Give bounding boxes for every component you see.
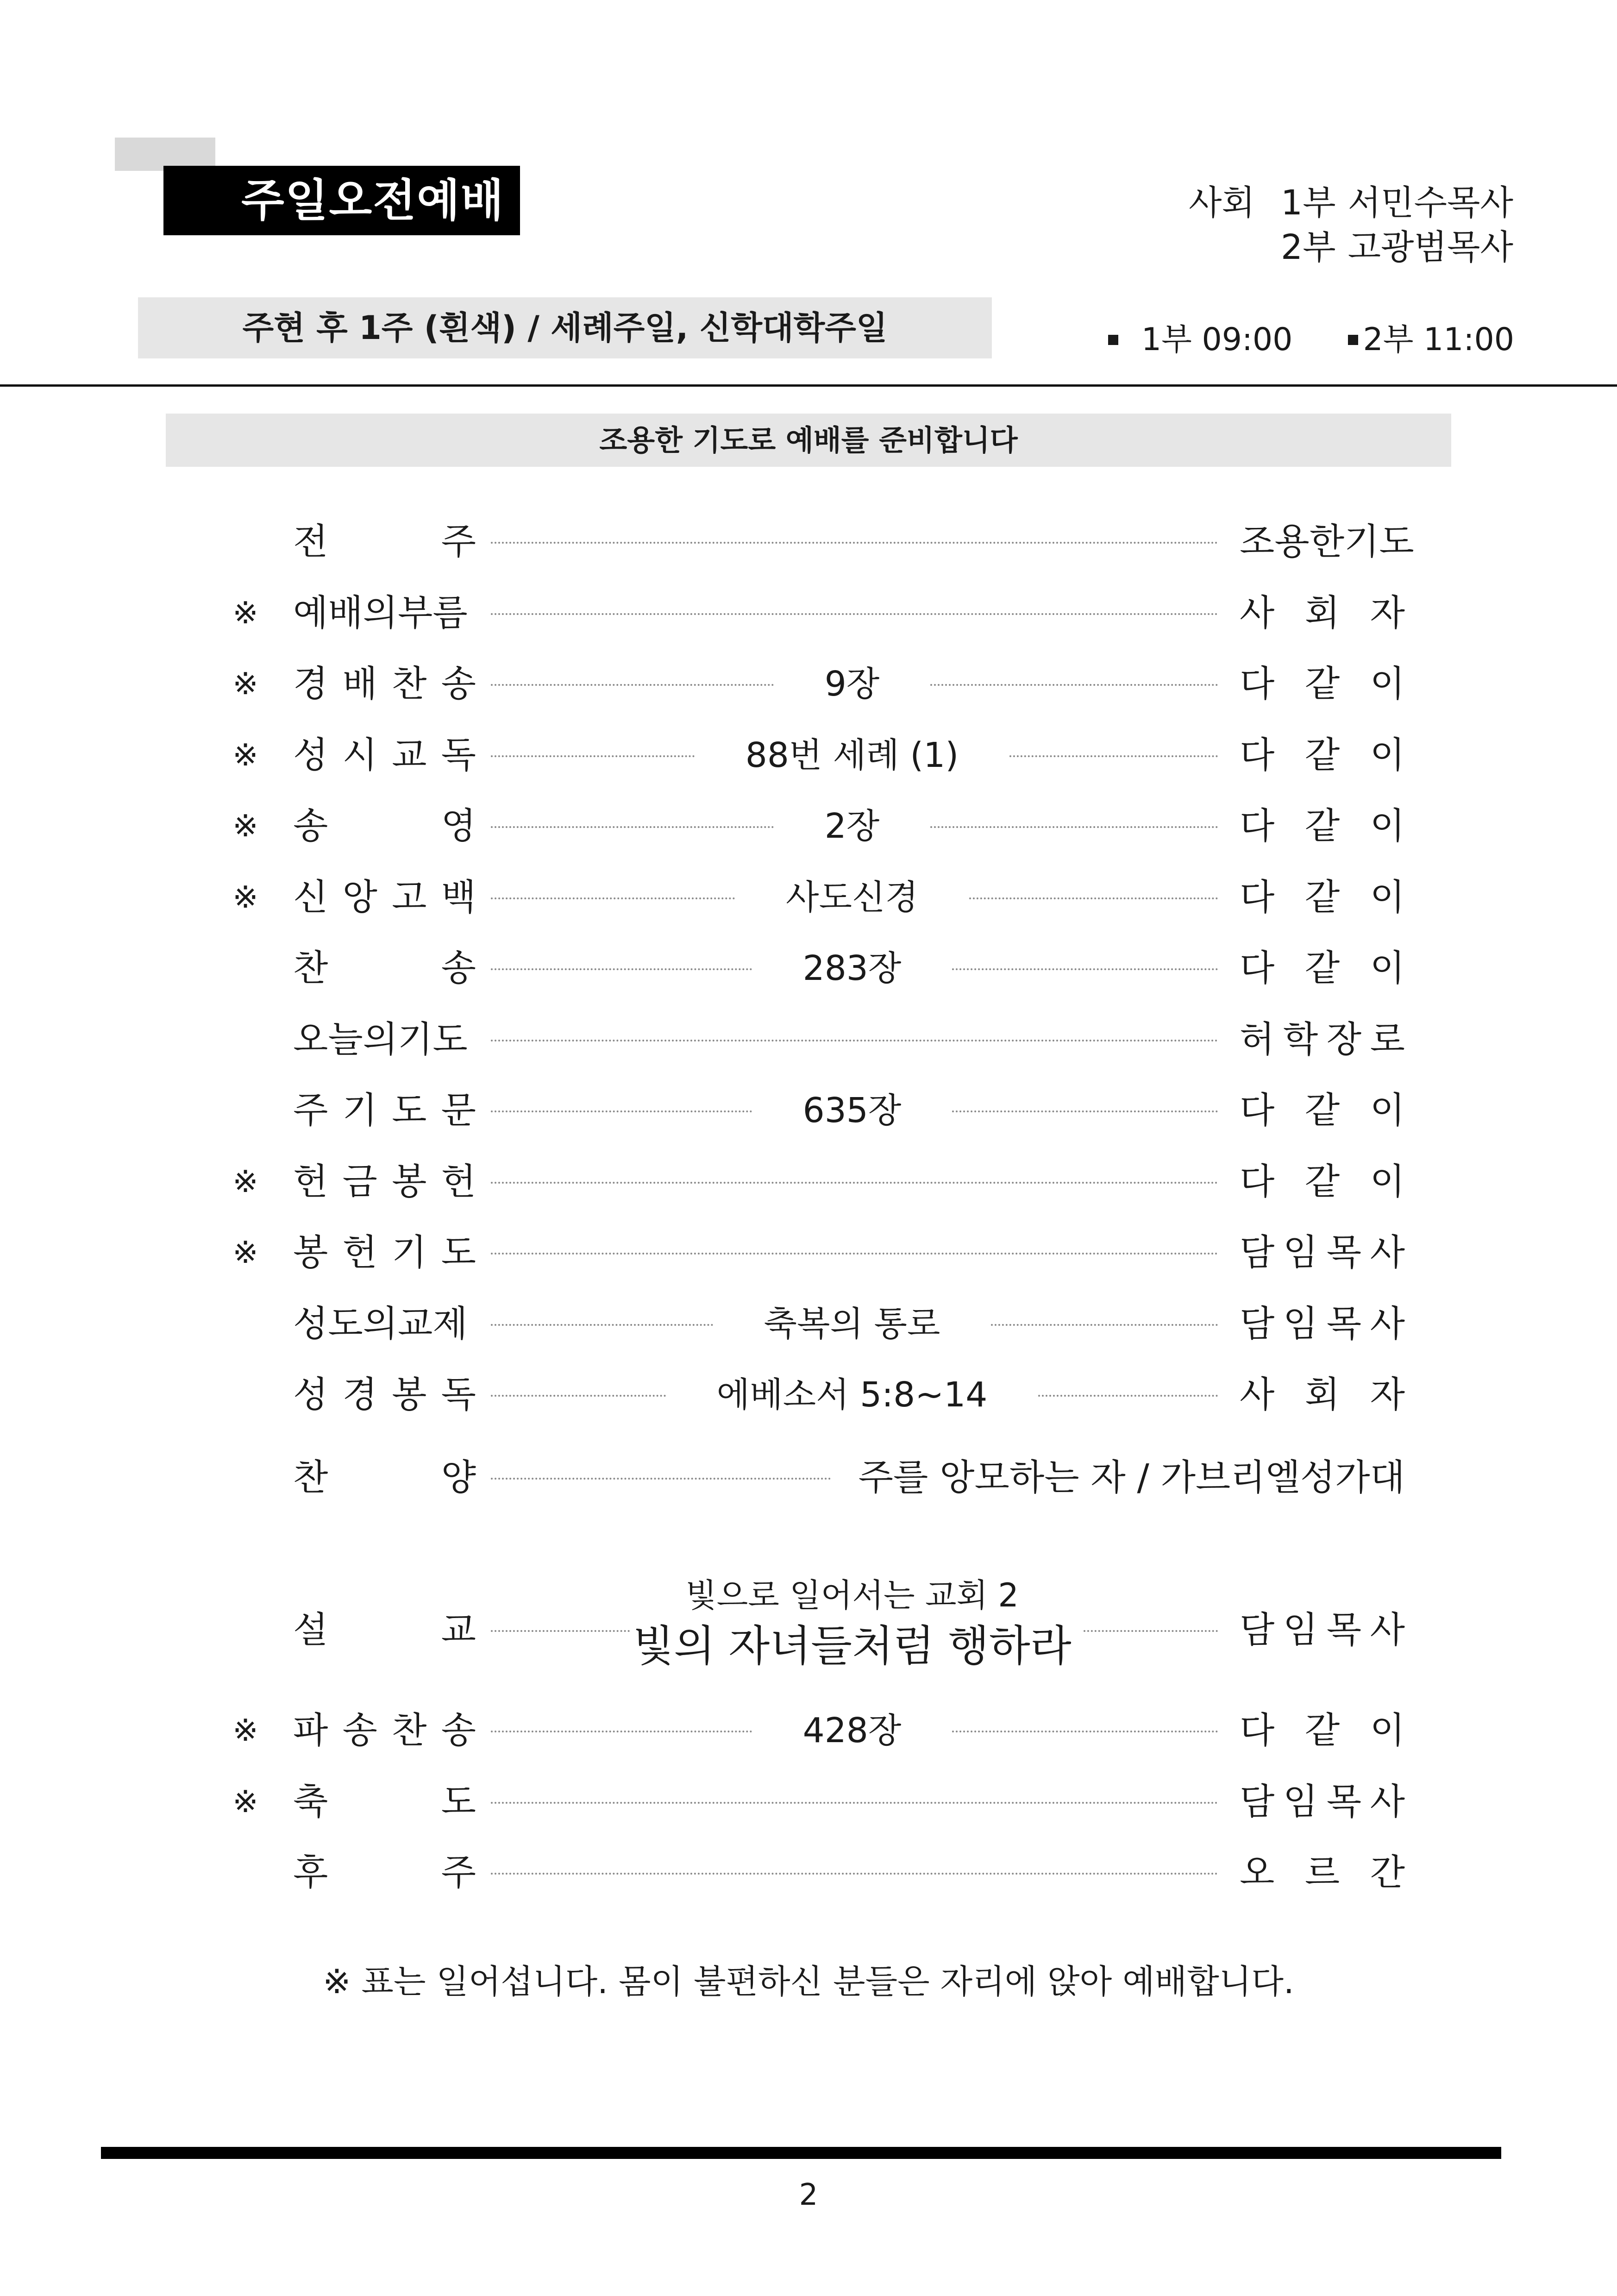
item-leader xyxy=(1240,514,1414,570)
standing-mark: ※ xyxy=(232,666,258,702)
item-name-char: 도 xyxy=(441,1781,476,1823)
item-name xyxy=(293,728,476,783)
item-leader-char: 사 xyxy=(1370,1609,1405,1651)
item-leader xyxy=(1240,1703,1405,1758)
leader-part: 1부 xyxy=(1281,183,1336,223)
time-value: 09:00 xyxy=(1202,321,1293,358)
item-name xyxy=(293,656,476,712)
item-leader xyxy=(1240,941,1405,996)
item-content: 에베소서 5:8~14 xyxy=(716,1375,988,1415)
item-leader-char: 다 xyxy=(1240,663,1275,705)
item-name-char: 설 xyxy=(293,1609,328,1651)
standing-mark: ※ xyxy=(232,1784,258,1819)
service-times xyxy=(1108,317,1514,363)
item-content: 9장 xyxy=(824,664,880,704)
item-content: 88번 세례 (1) xyxy=(745,735,959,775)
item-name-char: 주 xyxy=(441,521,476,563)
item-leader-char: 다 xyxy=(1240,947,1275,989)
item-leader-char: 회 xyxy=(1304,1374,1340,1416)
dotted-leader-line xyxy=(491,1110,752,1112)
item-name-char: 파 xyxy=(293,1710,328,1751)
item-leader-char: 다 xyxy=(1240,734,1275,776)
item-leader-char: 이 xyxy=(1370,663,1405,705)
dotted-leader-line xyxy=(952,1731,1218,1732)
service-leaders xyxy=(1097,181,1513,270)
liturgical-subtitle: 주현 후 1주 (흰색) / 세례주일, 신학대학주일 xyxy=(138,297,992,358)
item-name-char: 봉 xyxy=(293,1232,328,1273)
item-leader xyxy=(1240,1602,1405,1658)
item-name-char: 성 xyxy=(293,734,328,776)
item-leader-char: 이 xyxy=(1370,1090,1405,1131)
item-leader xyxy=(1240,1845,1405,1901)
item-name-char: 봉 xyxy=(392,1374,427,1416)
item-leader-char: 같 xyxy=(1304,663,1340,705)
dotted-leader-line xyxy=(491,755,695,757)
worship-item xyxy=(0,728,1617,783)
time-part: 1부 xyxy=(1141,321,1192,358)
item-leader-char: 이 xyxy=(1370,734,1405,776)
item-name xyxy=(293,870,476,925)
worship-item xyxy=(0,870,1617,925)
item-name-char: 헌 xyxy=(293,1161,328,1203)
worship-item xyxy=(0,1154,1617,1210)
item-name-char: 독 xyxy=(441,734,476,776)
item-name-char: 독 xyxy=(441,1374,476,1416)
item-leader-char: 임 xyxy=(1283,1232,1318,1273)
item-name-char: 봉 xyxy=(392,1161,427,1203)
item-name-char: 고 xyxy=(392,877,427,918)
item-name xyxy=(293,1296,476,1352)
item-leader xyxy=(1240,870,1405,925)
dotted-leader-line xyxy=(491,1040,1218,1041)
item-name-char: 양 xyxy=(441,1457,476,1499)
dotted-leader-line xyxy=(1038,1395,1218,1397)
item-leader-char: 담 xyxy=(1240,1232,1275,1273)
sermon-title: 빛의 자녀들처럼 행하라 xyxy=(633,1621,1072,1671)
item-leader xyxy=(1240,1296,1405,1352)
dotted-leader-line xyxy=(491,968,752,970)
square-bullet-icon xyxy=(1348,335,1358,345)
dotted-leader-line xyxy=(491,1731,752,1732)
item-name-char: 문 xyxy=(441,1090,476,1131)
item-leader-char: 이 xyxy=(1370,1710,1405,1751)
item-content: 2장 xyxy=(824,806,880,846)
item-leader-char: 같 xyxy=(1304,1161,1340,1203)
item-leader-char: 이 xyxy=(1370,805,1405,847)
standing-mark: ※ xyxy=(232,1164,258,1199)
item-name-char: 찬 xyxy=(293,947,328,989)
dotted-leader-line xyxy=(491,1182,1218,1184)
item-content: 635장 xyxy=(802,1091,902,1130)
item-leader xyxy=(1240,728,1405,783)
item-leader-char: 다 xyxy=(1240,1161,1275,1203)
leader-row-1 xyxy=(1097,181,1513,225)
item-name-char: 오늘의기도 xyxy=(293,1019,468,1060)
item-name xyxy=(293,798,476,854)
dotted-leader-line xyxy=(491,897,735,899)
standing-mark: ※ xyxy=(232,737,258,773)
worship-item xyxy=(0,1225,1617,1280)
time-value: 11:00 xyxy=(1423,321,1514,358)
standing-mark: ※ xyxy=(232,595,258,631)
item-name-char: 찬 xyxy=(392,663,427,705)
dotted-leader-line xyxy=(491,1395,666,1397)
worship-item xyxy=(0,514,1617,570)
leader-part: 2부 xyxy=(1281,227,1336,267)
dotted-leader-line xyxy=(491,613,1218,615)
item-leader-char: 장 xyxy=(1326,1019,1362,1060)
item-leader-char: 담 xyxy=(1240,1781,1275,1823)
item-name-char: 경 xyxy=(342,1374,377,1416)
worship-item xyxy=(0,941,1617,996)
item-name xyxy=(293,1012,476,1067)
item-leader xyxy=(1240,656,1405,712)
time-part: 2부 xyxy=(1363,321,1414,358)
dotted-leader-line xyxy=(491,1324,713,1326)
item-name xyxy=(293,514,476,570)
item-content: 283장 xyxy=(802,948,902,988)
item-name xyxy=(293,585,476,641)
standing-note: ※ 표는 일어섭니다. 몸이 불편하신 분들은 자리에 앉아 예배합니다. xyxy=(323,1962,1294,2001)
item-leader-char: 같 xyxy=(1304,734,1340,776)
item-name-char: 금 xyxy=(342,1161,377,1203)
item-name-char: 주 xyxy=(441,1852,476,1894)
footer-divider xyxy=(101,2147,1501,2159)
item-name-char: 교 xyxy=(441,1609,476,1651)
item-name-char: 헌 xyxy=(441,1161,476,1203)
item-name-char: 찬 xyxy=(392,1710,427,1751)
standing-mark: ※ xyxy=(232,808,258,844)
item-name-char: 성 xyxy=(293,1374,328,1416)
item-name xyxy=(293,1154,476,1210)
item-name-char: 경 xyxy=(293,663,328,705)
item-leader-char: 다 xyxy=(1240,805,1275,847)
item-leader-char: 학 xyxy=(1283,1019,1318,1060)
worship-item xyxy=(0,1296,1617,1352)
item-leader-char: 조용한기도 xyxy=(1240,521,1414,563)
item-leader-char: 임 xyxy=(1283,1303,1318,1345)
item-leader-char: 사 xyxy=(1370,1781,1405,1823)
item-name xyxy=(293,1225,476,1280)
dotted-leader-line xyxy=(969,897,1218,899)
item-leader-char: 사 xyxy=(1370,1232,1405,1273)
item-name-char: 예배의부름 xyxy=(293,592,468,634)
dotted-leader-line xyxy=(491,542,1218,544)
worship-item xyxy=(0,1367,1617,1423)
dotted-leader-line xyxy=(952,968,1218,970)
item-name-char: 영 xyxy=(441,805,476,847)
item-leader xyxy=(1240,1367,1405,1423)
dotted-leader-line xyxy=(952,1110,1218,1112)
item-leader-char: 같 xyxy=(1304,805,1340,847)
square-bullet-icon xyxy=(1108,335,1118,345)
item-leader-char: 이 xyxy=(1370,877,1405,918)
item-leader-char: 간 xyxy=(1370,1852,1405,1894)
item-name xyxy=(293,1774,476,1830)
item-name-char: 주 xyxy=(293,1090,328,1131)
sermon-title-block xyxy=(509,1572,1195,1674)
worship-item-praise xyxy=(0,1450,1617,1506)
item-name xyxy=(293,1083,476,1138)
item-leader xyxy=(1240,585,1405,641)
dotted-leader-line xyxy=(491,1253,1218,1255)
item-leader-char: 사 xyxy=(1240,1374,1275,1416)
dotted-leader-line xyxy=(491,1802,1218,1804)
dotted-leader-line xyxy=(491,826,774,828)
item-name-char: 시 xyxy=(342,734,377,776)
item-name-char: 헌 xyxy=(342,1232,377,1273)
dotted-leader-line xyxy=(491,684,774,686)
item-leader-char: 사 xyxy=(1240,592,1275,634)
dotted-leader-line xyxy=(930,826,1218,828)
header-divider xyxy=(0,384,1617,387)
item-name-char: 축 xyxy=(293,1781,328,1823)
leader-label: 사회 xyxy=(1189,183,1255,223)
item-name-char: 송 xyxy=(441,663,476,705)
item-leader-char: 담 xyxy=(1240,1609,1275,1651)
item-leader-char: 로 xyxy=(1370,1019,1405,1060)
item-leader-char: 같 xyxy=(1304,1090,1340,1131)
standing-mark: ※ xyxy=(232,879,258,915)
item-name-char: 송 xyxy=(441,1710,476,1751)
item-content: 사도신경 xyxy=(786,878,918,917)
item-leader-char: 자 xyxy=(1370,592,1405,634)
item-leader-char: 다 xyxy=(1240,877,1275,918)
item-leader-char: 같 xyxy=(1304,1710,1340,1751)
item-name xyxy=(293,1845,476,1901)
item-leader-char: 오 xyxy=(1240,1852,1275,1894)
item-name-char: 송 xyxy=(441,947,476,989)
item-leader-char: 사 xyxy=(1370,1303,1405,1345)
item-leader xyxy=(1240,1154,1405,1210)
item-name-char: 후 xyxy=(293,1852,328,1894)
item-leader-char: 목 xyxy=(1326,1232,1362,1273)
worship-item xyxy=(0,1012,1617,1067)
item-name-char: 앙 xyxy=(342,877,377,918)
item-name-char: 성도의교제 xyxy=(293,1303,468,1345)
item-name-char: 전 xyxy=(293,521,328,563)
item-leader xyxy=(1240,1774,1405,1830)
worship-item xyxy=(0,1083,1617,1138)
item-leader-char: 회 xyxy=(1304,592,1340,634)
item-content: 428장 xyxy=(802,1711,902,1750)
item-leader-char: 르 xyxy=(1304,1852,1340,1894)
item-leader-char: 목 xyxy=(1326,1781,1362,1823)
item-leader-char: 허 xyxy=(1240,1019,1275,1060)
item-name-char: 도 xyxy=(392,1090,427,1131)
item-leader-char: 목 xyxy=(1326,1303,1362,1345)
preparation-banner: 조용한 기도로 예배를 준비합니다 xyxy=(166,414,1451,467)
worship-item xyxy=(0,1845,1617,1901)
item-name-char: 배 xyxy=(342,663,377,705)
item-leader-char: 담 xyxy=(1240,1303,1275,1345)
standing-mark: ※ xyxy=(232,1235,258,1270)
standing-mark: ※ xyxy=(232,1713,258,1748)
item-name xyxy=(293,1450,476,1506)
page-number: 2 xyxy=(799,2178,818,2212)
item-leader-char: 다 xyxy=(1240,1090,1275,1131)
item-leader xyxy=(1240,1083,1405,1138)
dotted-leader-line xyxy=(491,1873,1218,1875)
item-leader xyxy=(1240,1012,1405,1067)
item-name-char: 기 xyxy=(342,1090,377,1131)
leader-name: 서민수목사 xyxy=(1348,183,1513,223)
item-name xyxy=(293,941,476,996)
item-leader-char: 임 xyxy=(1283,1609,1318,1651)
item-name-char: 백 xyxy=(441,877,476,918)
dotted-leader-line xyxy=(991,1324,1218,1326)
item-leader-char: 목 xyxy=(1326,1609,1362,1651)
leader-row-2 xyxy=(1097,225,1513,270)
dotted-leader-line xyxy=(1009,755,1218,757)
item-name-char: 도 xyxy=(441,1232,476,1273)
item-leader xyxy=(1240,798,1405,854)
sermon-series: 빛으로 일어서는 교회 2 xyxy=(685,1576,1019,1614)
leader-name: 고광범목사 xyxy=(1348,227,1513,267)
worship-item xyxy=(0,1774,1617,1830)
item-name xyxy=(293,1367,476,1423)
item-leader-char: 임 xyxy=(1283,1781,1318,1823)
item-leader-char: 이 xyxy=(1370,1161,1405,1203)
worship-item xyxy=(0,656,1617,712)
item-leader-char: 자 xyxy=(1370,1374,1405,1416)
item-name-char: 송 xyxy=(293,805,328,847)
praise-content: 주를 앙모하는 자 / 가브리엘성가대 xyxy=(858,1457,1405,1499)
item-name xyxy=(293,1602,476,1658)
service-title: 주일오전예배 xyxy=(163,166,520,235)
dotted-leader-line xyxy=(930,684,1218,686)
item-name-char: 신 xyxy=(293,877,328,918)
item-name-char: 교 xyxy=(392,734,427,776)
worship-item xyxy=(0,798,1617,854)
item-leader-char: 다 xyxy=(1240,1710,1275,1751)
worship-item xyxy=(0,585,1617,641)
item-name-char: 송 xyxy=(342,1710,377,1751)
item-leader-char: 같 xyxy=(1304,877,1340,918)
item-leader-char: 같 xyxy=(1304,947,1340,989)
item-leader-char: 이 xyxy=(1370,947,1405,989)
item-name xyxy=(293,1703,476,1758)
item-leader xyxy=(1240,1225,1405,1280)
worship-item xyxy=(0,1703,1617,1758)
dotted-leader-line xyxy=(491,1478,831,1480)
item-content: 축복의 통로 xyxy=(764,1304,940,1344)
item-name-char: 기 xyxy=(392,1232,427,1273)
item-name-char: 찬 xyxy=(293,1457,328,1499)
